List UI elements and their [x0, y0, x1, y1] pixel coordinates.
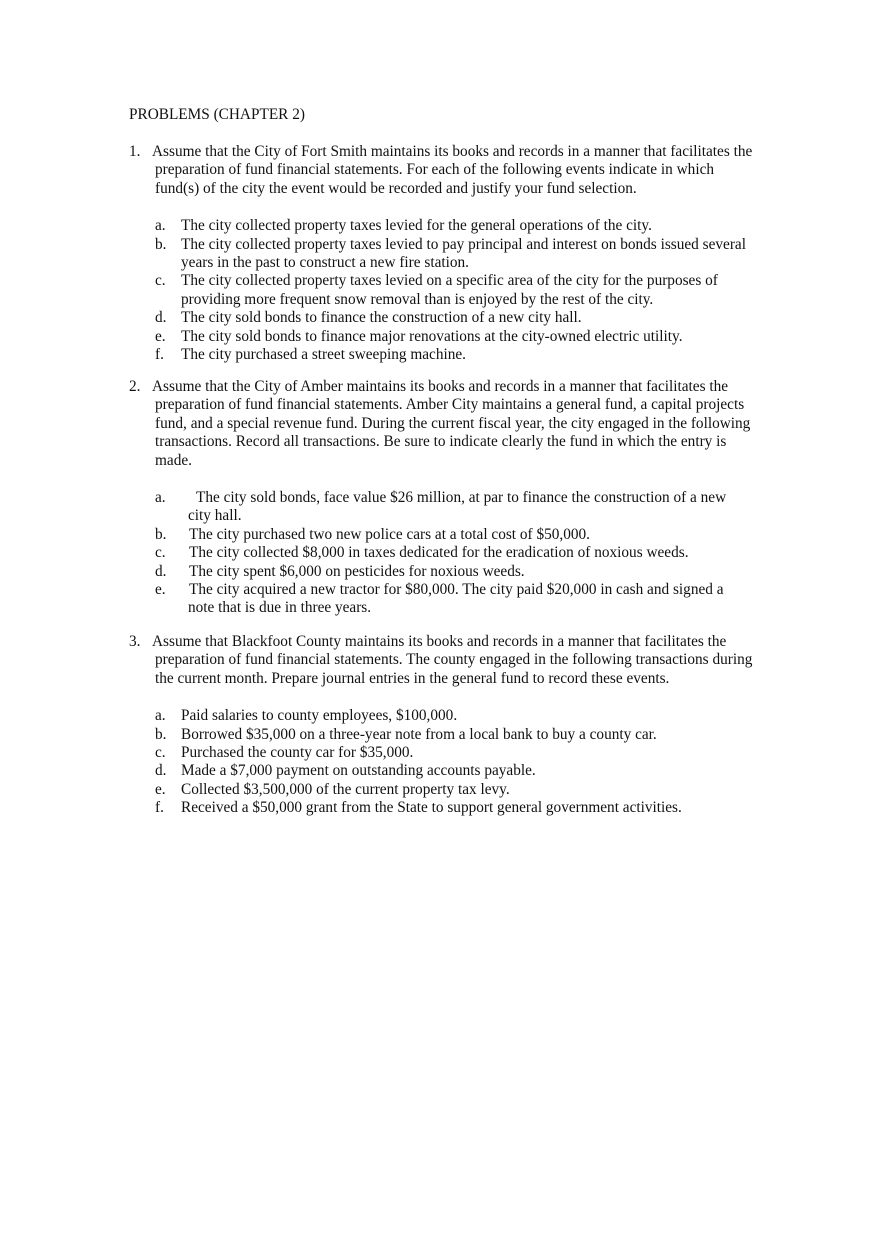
- item-text: Made a $7,000 payment on outstanding accounts payable.: [181, 762, 536, 780]
- item-label: d.: [155, 309, 167, 327]
- item-label: c.: [155, 544, 166, 562]
- item-text: The city sold bonds, face value $26 million, at par to finance the construction of a new: [196, 489, 727, 507]
- item-text: The city collected property taxes levied for the general operations of the city.: [181, 217, 652, 235]
- list-item: [129, 726, 754, 744]
- item-text: Purchased the county car for $35,000.: [181, 744, 414, 762]
- item-label: f.: [155, 799, 164, 817]
- item-text: The city sold bonds to finance the construction of a new city hall.: [181, 309, 582, 327]
- list-item: [129, 526, 754, 544]
- item-text: Received a $50,000 grant from the State to support general government activities.: [181, 799, 682, 817]
- list-item: [129, 217, 754, 235]
- item-text-continued: city hall.: [188, 507, 242, 525]
- list-item: [129, 309, 754, 327]
- list-item: [129, 544, 754, 562]
- item-label: d.: [155, 762, 167, 780]
- problem-items: [129, 489, 754, 618]
- item-label: a.: [155, 489, 166, 507]
- item-text-continued: note that is due in three years.: [188, 599, 372, 617]
- problem-3: [129, 633, 754, 818]
- page-title: PROBLEMS (CHAPTER 2): [129, 106, 305, 123]
- item-text: Paid salaries to county employees, $100,000.: [181, 707, 458, 725]
- problem-items: [129, 217, 754, 364]
- item-label: c.: [155, 744, 166, 762]
- list-item: [129, 272, 754, 309]
- problem-text: Assume that the City of Fort Smith maintains its books and records in a manner that facilitates the preparation of fund financial statements. For each of the following events indicate in which fund(s) of the city the event would be recorded and justify your fund selection.: [152, 143, 753, 197]
- item-text: The city collected property taxes levied to pay principal and interest on bonds issued several years in the past to construct a new fire station.: [181, 235, 746, 272]
- item-text: The city purchased a street sweeping machine.: [181, 346, 467, 364]
- item-label: b.: [155, 235, 167, 253]
- item-label: f.: [155, 346, 164, 364]
- problem-number: 1.: [129, 143, 141, 160]
- list-item: [129, 781, 754, 799]
- problem-1: [129, 143, 754, 364]
- item-text: The city acquired a new tractor for $80,000. The city paid $20,000 in cash and signed a: [189, 581, 724, 599]
- list-item: [129, 236, 754, 273]
- item-text: The city purchased two new police cars at a total cost of $50,000.: [189, 525, 590, 543]
- item-label: e.: [155, 327, 166, 345]
- problem-text: Assume that the City of Amber maintains its books and records in a manner that facilitates the preparation of fund financial statements. Amber City maintains a general fund, a capital projects fund, and a special revenue fund. During the current fiscal year, the city engaged in the following transactions. Record all transactions. Be sure to indicate clearly the fund in which the entry is made.: [152, 378, 751, 469]
- problem-text: Assume that Blackfoot County maintains its books and records in a manner that facilitates the preparation of fund financial statements. The county engaged in the following transactions during the current month. Prepare journal entries in the general fund to record these events.: [152, 633, 753, 687]
- item-text: The city spent $6,000 on pesticides for noxious weeds.: [189, 562, 525, 580]
- item-text: The city sold bonds to finance major renovations at the city-owned electric utility.: [181, 327, 683, 345]
- item-label: e.: [155, 780, 166, 798]
- item-label: b.: [155, 725, 167, 743]
- list-item: [129, 762, 754, 780]
- list-item: [129, 563, 754, 581]
- list-item: [129, 581, 754, 618]
- list-item: [129, 799, 754, 817]
- problem-2: [129, 378, 754, 618]
- item-label: b.: [155, 525, 167, 543]
- problem-number: 3.: [129, 633, 141, 650]
- item-label: a.: [155, 217, 166, 235]
- item-label: c.: [155, 272, 166, 290]
- list-item: [129, 328, 754, 346]
- list-item: [129, 744, 754, 762]
- item-text: Borrowed $35,000 on a three-year note from a local bank to buy a county car.: [181, 725, 657, 743]
- item-text: The city collected $8,000 in taxes dedicated for the eradication of noxious weeds.: [189, 544, 689, 562]
- item-text: The city collected property taxes levied on a specific area of the city for the purposes of providing more frequent snow removal than is enjoyed by the rest of the city.: [181, 272, 718, 308]
- item-label: d.: [155, 562, 167, 580]
- list-item: [129, 346, 754, 364]
- list-item: [129, 489, 754, 526]
- item-label: e.: [155, 581, 166, 599]
- item-label: a.: [155, 707, 166, 725]
- list-item: [129, 707, 754, 725]
- problem-number: 2.: [129, 378, 141, 395]
- problem-items: [129, 707, 754, 817]
- item-text: Collected $3,500,000 of the current property tax levy.: [181, 780, 510, 798]
